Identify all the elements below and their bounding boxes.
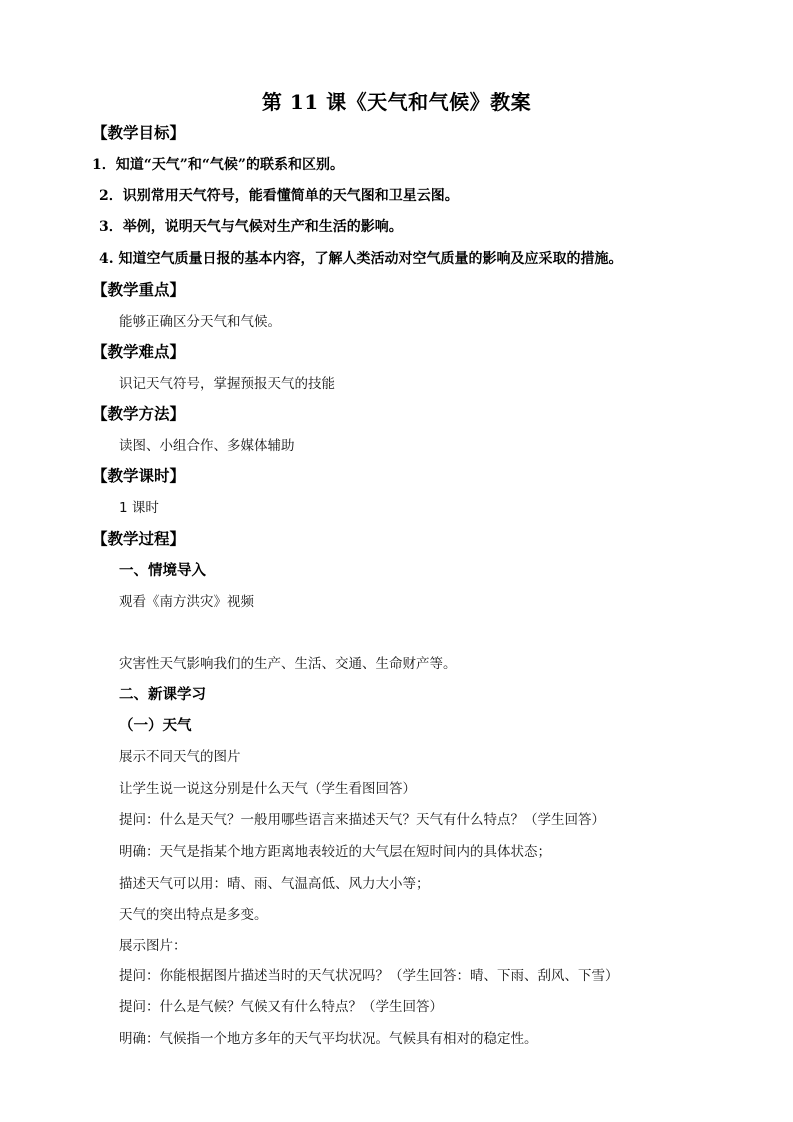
weather-line: 天气的突出特点是多变。 bbox=[119, 907, 268, 923]
weather-line: 提问：你能根据图片描述当时的天气状况吗？（学生回答：晴、下雨、刮风、下雪） bbox=[119, 968, 619, 984]
page-title: 第 11 课《天气和气候》教案 bbox=[261, 90, 532, 114]
weather-line: 展示不同天气的图片 bbox=[119, 749, 241, 765]
methods-heading: 【教学方法】 bbox=[92, 404, 186, 423]
weather-heading: （一）天气 bbox=[119, 717, 192, 734]
key-points-heading: 【教学重点】 bbox=[92, 280, 186, 299]
weather-line: 提问：什么是天气？一般用哪些语言来描述天气？天气有什么特点？（学生回答） bbox=[119, 812, 605, 828]
objective-item: 1．知道“天气”和“气候”的联系和区别。 bbox=[92, 157, 344, 173]
weather-line: 提问：什么是气候？气候又有什么特点？（学生回答） bbox=[119, 999, 443, 1015]
objective-item: 3．举例，说明天气与气候对生产和生活的影响。 bbox=[99, 219, 403, 235]
objectives-heading: 【教学目标】 bbox=[92, 123, 186, 142]
intro-text: 灾害性天气影响我们的生产、生活、交通、生命财产等。 bbox=[119, 656, 457, 672]
key-points-text: 能够正确区分天气和气候。 bbox=[119, 314, 281, 330]
weather-line: 让学生说一说这分别是什么天气（学生看图回答） bbox=[119, 781, 416, 797]
process-heading: 【教学过程】 bbox=[92, 529, 186, 548]
intro-text: 观看《南方洪灾》视频 bbox=[119, 594, 254, 610]
weather-line: 明确：气候指一个地方多年的天气平均状况。气候具有相对的稳定性。 bbox=[119, 1031, 538, 1047]
hours-heading: 【教学课时】 bbox=[92, 466, 186, 485]
weather-line: 展示图片： bbox=[119, 938, 187, 954]
intro-heading: 一、情境导入 bbox=[119, 562, 206, 579]
new-lesson-heading: 二、新课学习 bbox=[119, 686, 206, 703]
weather-line: 明确：天气是指某个地方距离地表较近的大气层在短时间内的具体状态； bbox=[119, 844, 551, 860]
difficulties-heading: 【教学难点】 bbox=[92, 342, 186, 361]
objective-item: 4. 知道空气质量日报的基本内容，了解人类活动对空气质量的影响及应采取的措施。 bbox=[99, 251, 623, 267]
objective-item: 2．识别常用天气符号，能看懂简单的天气图和卫星云图。 bbox=[99, 188, 459, 204]
methods-text: 读图、小组合作、多媒体辅助 bbox=[119, 438, 295, 454]
hours-text: 1 课时 bbox=[119, 500, 159, 516]
difficulties-text: 识记天气符号，掌握预报天气的技能 bbox=[119, 376, 335, 392]
weather-line: 描述天气可以用：晴、雨、气温高低、风力大小等； bbox=[119, 876, 430, 892]
